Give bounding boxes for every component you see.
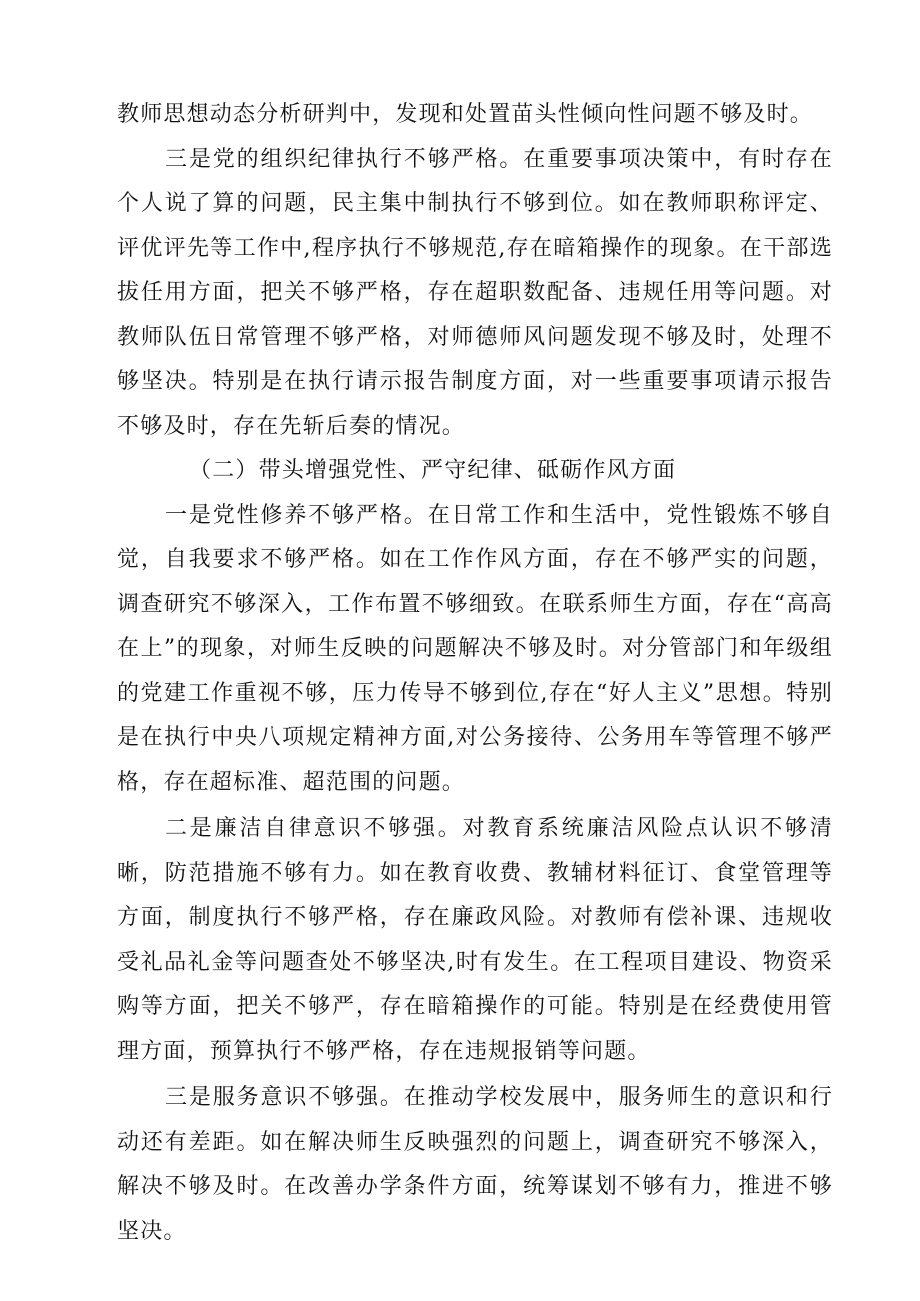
- paragraph-party-spirit: 一是党性修养不够严格。在日常工作和生活中，党性锻炼不够自觉，自我要求不够严格。如在工作作风方面，存在不够严实的问题，调查研究不够深入，工作布置不够细致。在联系师生方面，存在“高高在上”的现象，对师生反映的问题解决不够及时。对分管部门和年级组的党建工作重视不够，压力传导不够到位,存在“好人主义”思想。特别是在执行中央八项规定精神方面,对公务接待、公务用车等管理不够严格，存在超标准、超范围的问题。: [117, 502, 833, 795]
- paragraph-organizational-discipline: 三是党的组织纪律执行不够严格。在重要事项决策中，有时存在个人说了算的问题，民主集中制执行不够到位。如在教师职称评定、评优评先等工作中,程序执行不够规范,存在暗箱操作的现象。在干部选拔任用方面，把关不够严格，存在超职数配备、违规任用等问题。对教师队伍日常管理不够严格，对师德师风问题发现不够及时，处理不够坚决。特别是在执行请示报告制度方面，对一些重要事项请示报告不够及时，存在先斩后奏的情况。: [117, 146, 833, 439]
- section-heading: （二）带头增强党性、严守纪律、砥砺作风方面: [189, 458, 677, 483]
- paragraph-continuation: 教师思想动态分析研判中，发现和处置苗头性倾向性问题不够及时。: [117, 102, 814, 127]
- paragraph-integrity: 二是廉洁自律意识不够强。对教育系统廉洁风险点认识不够清晰，防范措施不够有力。如在教育收费、教辅材料征订、食堂管理等方面，制度执行不够严格，存在廉政风险。对教师有偿补课、违规收受礼品礼金等问题查处不够坚决,时有发生。在工程项目建设、物资采购等方面，把关不够严，存在暗箱操作的可能。特别是在经费使用管理方面，预算执行不够严格，存在违规报销等问题。: [117, 816, 833, 1064]
- document-body: [117, 93, 833, 1254]
- paragraph-service-awareness: 三是服务意识不够强。在推动学校发展中，服务师生的意识和行动还有差距。如在解决师生反映强烈的问题上，调查研究不够深入，解决不够及时。在改善办学条件方面，统筹谋划不够有力，推进不够坚决。: [117, 1085, 833, 1244]
